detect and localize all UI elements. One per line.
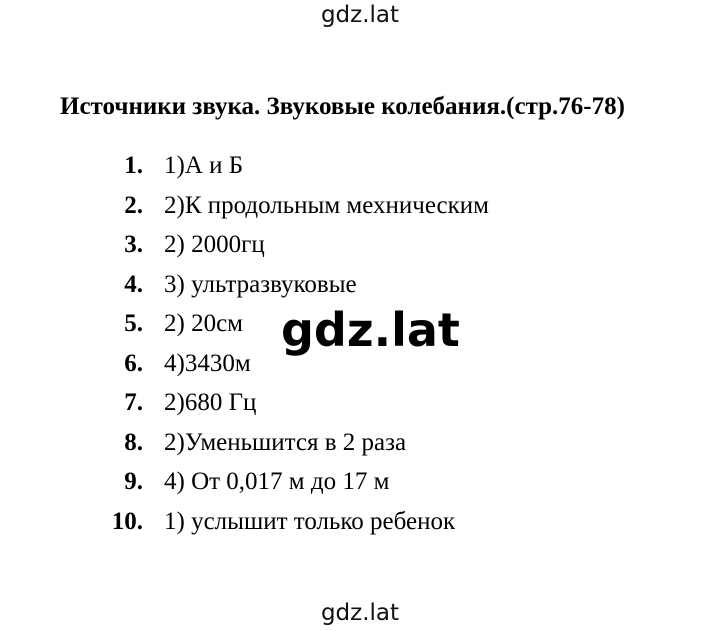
- answer-number: 10.: [111, 507, 143, 535]
- watermark-top: gdz.lat: [320, 2, 400, 28]
- answer-text: 2)680 Гц: [164, 389, 257, 416]
- answer-text: 1)А и Б: [164, 152, 244, 179]
- answer-number: 3.: [124, 231, 143, 258]
- answer-number: 8.: [124, 428, 143, 456]
- answer-number: 5.: [124, 310, 143, 337]
- answer-text: 4)3430м: [164, 349, 251, 377]
- answer-number: 6.: [124, 349, 143, 377]
- answer-item-2: [96, 192, 489, 232]
- answer-text: 4) От 0,017 м до 17 м: [164, 468, 390, 495]
- watermark-bottom: gdz.lat: [320, 600, 400, 626]
- answer-number: 7.: [124, 389, 143, 416]
- answer-number: 1.: [124, 152, 143, 179]
- answer-text: 2)К продольным мехническим: [164, 191, 489, 219]
- answer-item-1: [96, 152, 489, 192]
- watermark-center: gdz.lat: [281, 303, 460, 357]
- answer-text: 1) услышит только ребенок: [164, 507, 456, 535]
- answer-item-8: [96, 429, 489, 469]
- answer-item-7: [96, 389, 489, 429]
- answer-text: 3) ультразвуковые: [164, 270, 357, 298]
- answer-number: 2.: [124, 191, 143, 219]
- answer-item-3: [96, 231, 489, 271]
- answer-item-10: [96, 508, 489, 548]
- answer-text: 2) 2000гц: [164, 231, 265, 258]
- answer-number: 4.: [124, 270, 143, 298]
- answer-number: 9.: [124, 468, 143, 495]
- answer-item-9: [96, 468, 489, 508]
- answer-text: 2)Уменьшится в 2 раза: [164, 428, 407, 456]
- answer-text: 2) 20см: [164, 310, 243, 337]
- page-title: Источники звука. Звуковые колебания.(стр.76-78): [60, 93, 625, 120]
